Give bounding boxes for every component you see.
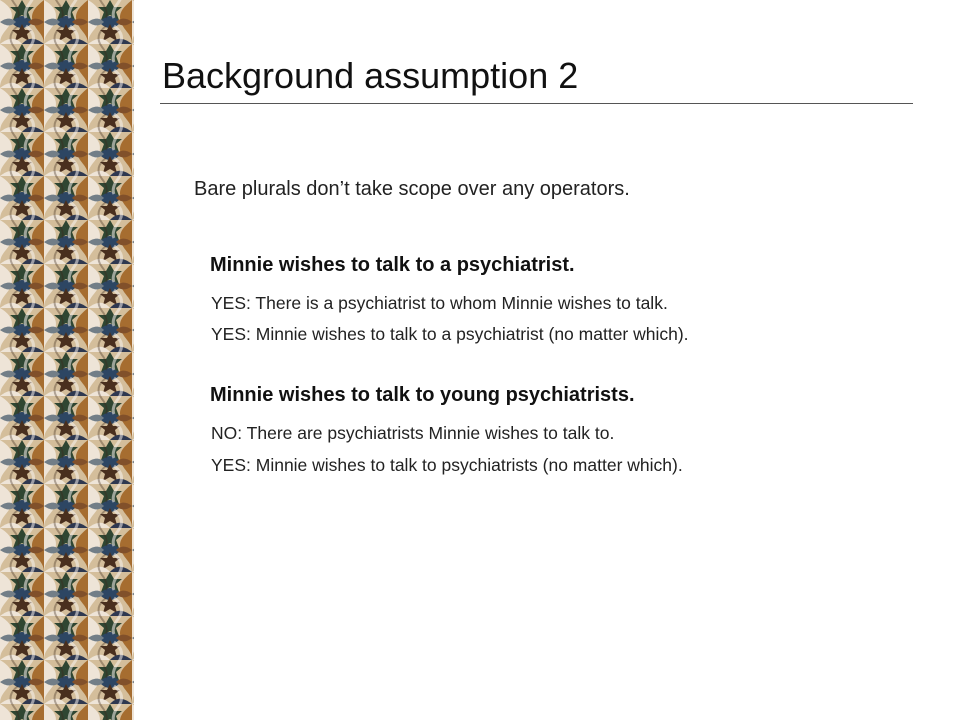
example-1-reading-1: YES: There is a psychiatrist to whom Minnie wishes to talk. [211,293,668,313]
mosaic-pattern-image [0,0,134,720]
example-sentence-2: Minnie wishes to talk to young psychiatrists. [210,384,635,406]
example-1-reading-2: YES: Minnie wishes to talk to a psychiatrist (no matter which). [211,324,689,344]
slide-title: Background assumption 2 [162,55,579,96]
example-2-reading-1: NO: There are psychiatrists Minnie wishes to talk to. [211,423,615,443]
decorative-mosaic-strip [0,0,134,720]
main-claim: Bare plurals don’t take scope over any operators. [194,178,630,200]
example-sentence-1: Minnie wishes to talk to a psychiatrist. [210,254,575,276]
example-2-reading-2: YES: Minnie wishes to talk to psychiatrists (no matter which). [211,455,683,475]
title-divider [160,103,913,104]
